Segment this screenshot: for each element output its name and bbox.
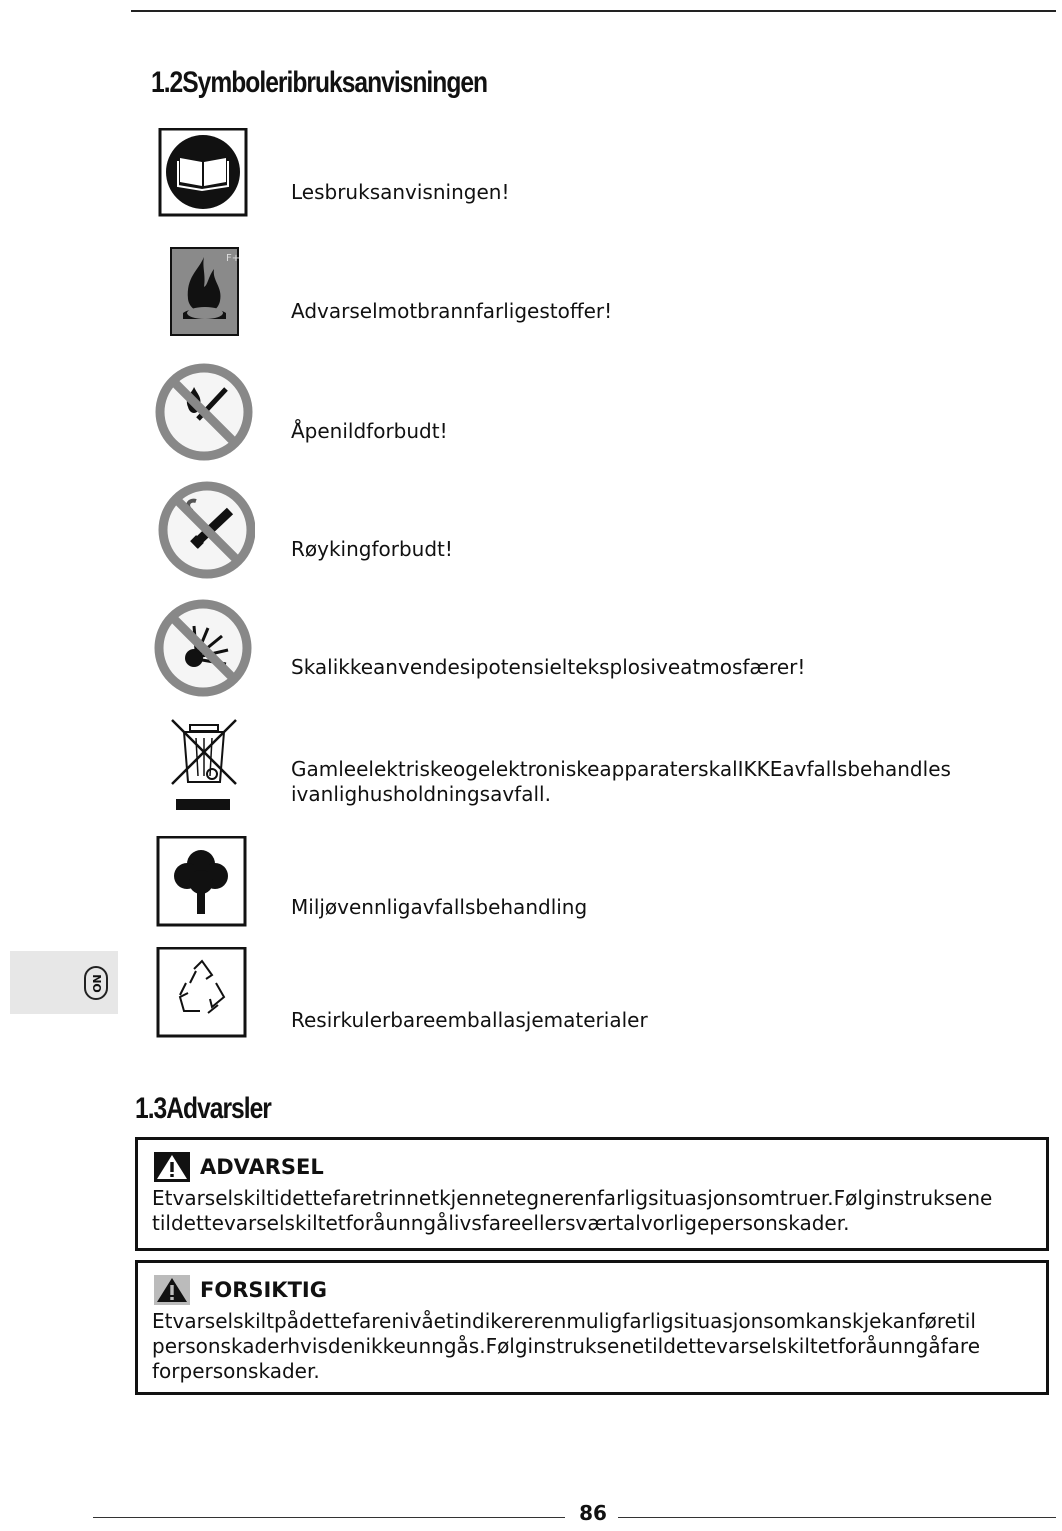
section-heading-symbols: 1.2Symboleribruksanvisningen	[151, 66, 488, 99]
warning-text-line: Etvarselskiltpådettefarenivåetindikererenmuligfarligsituasjonsomkanskjekanføretil	[152, 1309, 976, 1333]
warning-header	[154, 1152, 324, 1182]
flammable-icon	[145, 247, 255, 339]
warning-triangle-icon	[154, 1152, 190, 1182]
symbol-row-recyclable-packaging	[145, 947, 1045, 1039]
flammable-badge: F+	[226, 253, 241, 264]
footer-rule-left	[93, 1517, 565, 1518]
symbol-text: Skalikkeanvendesipotensielteksplosiveatmosfærer!	[291, 655, 806, 679]
recycle-icon	[145, 947, 255, 1039]
page-number: 86	[579, 1501, 607, 1525]
symbol-text: Lesbruksanvisningen!	[291, 180, 510, 204]
language-tab-label: NO	[84, 966, 108, 1000]
footer-rule-right	[618, 1517, 1056, 1518]
warning-text-line: personskaderhvisdenikkeunngås.Følginstruksenetildettevarselskiltetforåunngåfare	[152, 1334, 980, 1358]
warning-box-forsiktig	[135, 1260, 1049, 1395]
no-explosive-atmosphere-icon	[145, 598, 255, 697]
symbol-row-no-open-flame	[145, 363, 1045, 461]
top-rule	[131, 10, 1056, 12]
symbol-row-read-manual	[145, 128, 1045, 220]
symbol-text: Åpenildforbudt!	[291, 419, 448, 443]
warning-text	[152, 1309, 980, 1384]
symbol-row-no-explosive-atmosphere	[145, 598, 1045, 697]
symbol-text: Miljøvennligavfallsbehandling	[291, 895, 588, 919]
tree-icon	[145, 836, 255, 928]
symbol-row-weee	[145, 716, 1045, 814]
symbol-text: Resirkulerbareemballasjematerialer	[291, 1008, 648, 1032]
warning-title: FORSIKTIG	[200, 1278, 327, 1302]
caution-triangle-icon	[154, 1275, 190, 1305]
symbol-row-flammable	[145, 247, 1045, 339]
no-smoking-icon	[145, 481, 255, 579]
warning-box-advarsel	[135, 1137, 1049, 1251]
no-open-flame-icon	[145, 363, 255, 461]
symbol-row-eco-disposal	[145, 836, 1045, 928]
manual-book-icon	[145, 128, 255, 220]
warning-text-line: Etvarselskiltidettefaretrinnetkjennetegnerenfarligsituasjonsomtruer.Følginstruksene	[152, 1186, 993, 1210]
warning-text-line: tildettevarselskiltetforåunngålivsfareellersværtalvorligepersonskader.	[152, 1211, 850, 1235]
warning-text	[152, 1186, 992, 1236]
warning-title: ADVARSEL	[200, 1155, 324, 1179]
symbol-text-line-2: ivanlighusholdningsavfall.	[291, 782, 551, 806]
symbol-text: Røykingforbudt!	[291, 537, 453, 561]
warning-header	[154, 1275, 327, 1305]
symbol-row-no-smoking	[145, 481, 1045, 579]
symbol-text-line-1: GamleelektriskeogelektroniskeapparaterskalIKKEavfallsbehandles	[291, 757, 951, 781]
section-heading-warnings: 1.3Advarsler	[135, 1092, 271, 1125]
weee-crossed-bin-icon	[145, 716, 255, 814]
warning-text-line: forpersonskader.	[152, 1359, 320, 1383]
symbol-text: Advarselmotbrannfarligestoffer!	[291, 299, 613, 323]
